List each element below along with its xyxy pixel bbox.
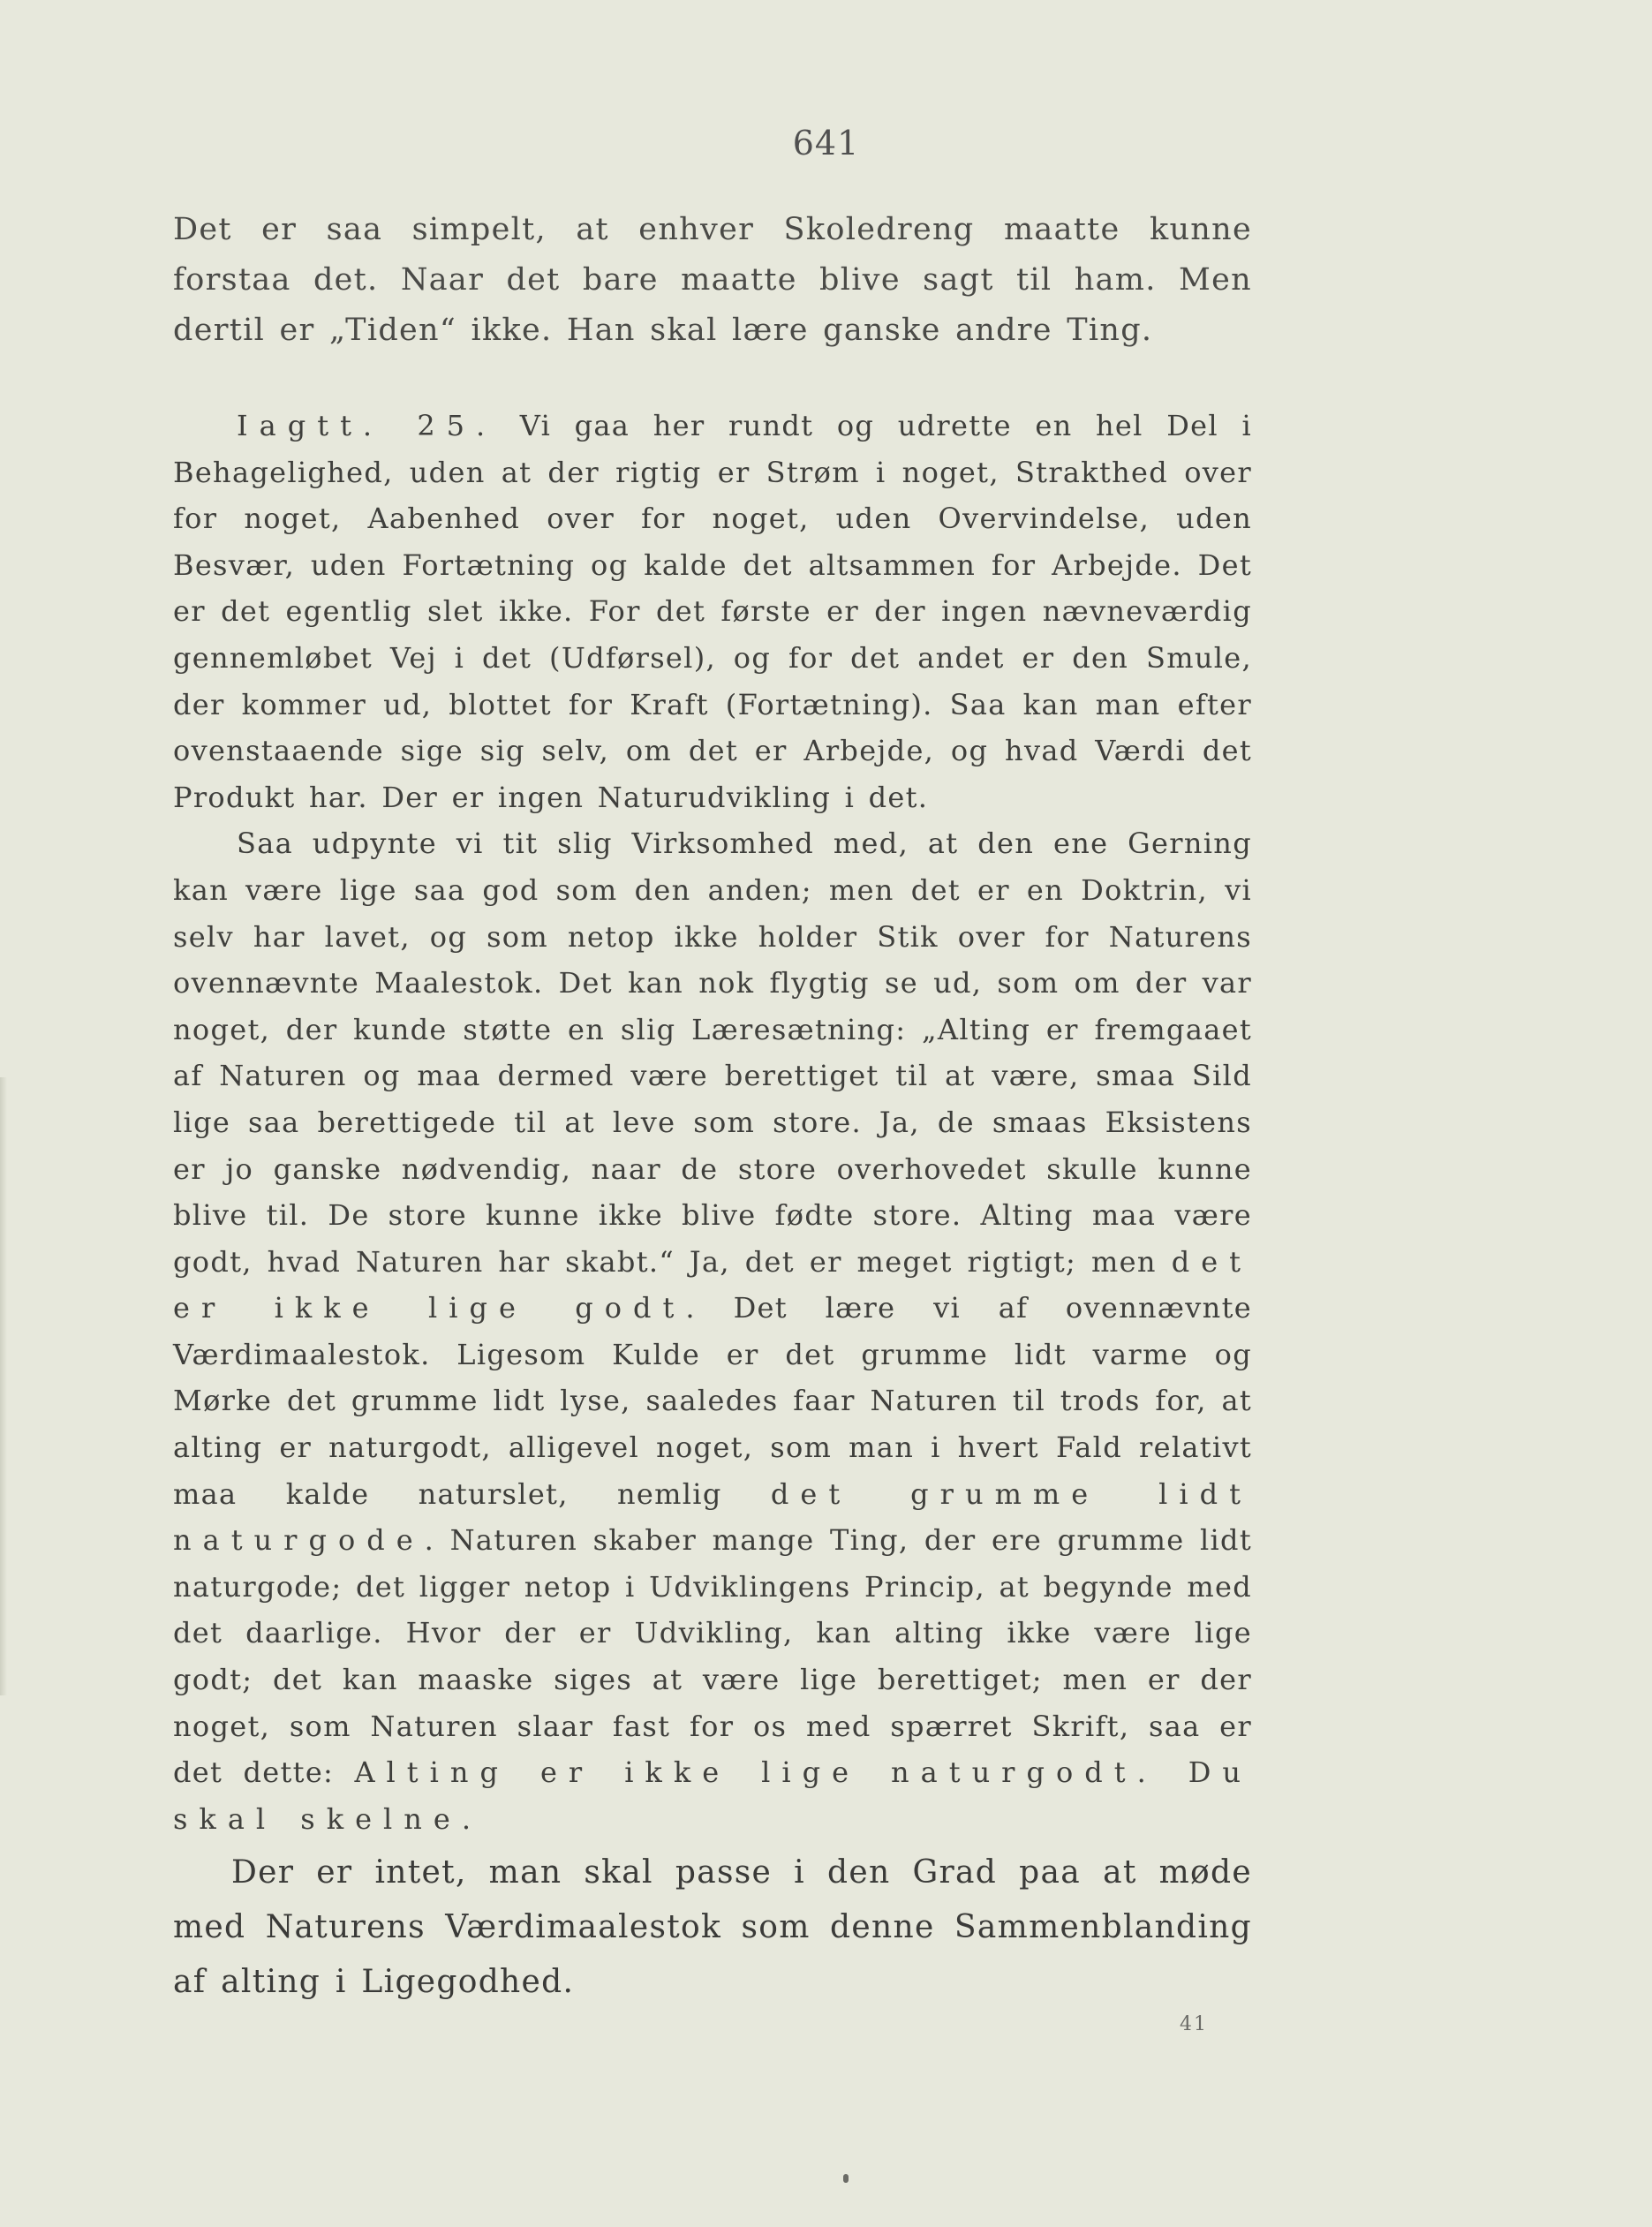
intro-section bbox=[173, 205, 1252, 356]
printer-signature-mark: 41 bbox=[1180, 2013, 1208, 2035]
discussion-paragraph bbox=[173, 820, 1252, 1842]
emphasis-little-naturally-good: det grumme lidt naturgode bbox=[173, 1476, 1252, 1558]
intro-paragraph: Det er saa simpelt, at enhver Skoledreng maatte kunne forstaa det. Naar det bare maatte blive sagt til ham. Men dertil er „Tiden“ ikke. Han skal lære ganske andre Ting. bbox=[173, 212, 1252, 348]
closing-paragraph: Der er intet, man skal passe i den Grad paa at møde med Naturens Værdimaalestok som denne Sammenblanding af alting i Ligegodhed. bbox=[173, 1854, 1252, 2000]
emphasis-distinguish: Alting er ikke lige naturgodt. Du skal skelne bbox=[173, 1755, 1252, 1836]
observation-paragraph bbox=[173, 403, 1252, 820]
discussion-text-c: . Naturen skaber mange Ting, der ere grumme lidt naturgode; det ligger netop i Udviklingens Princip, at begynde med det daarlige. Hvor der er Udvikling, kan alting ikke være lige godt; det kan maaske siges at være lige berettiget; men er der noget, som Naturen slaar fast for os med spærret Skrift, saa er det dette: bbox=[173, 1523, 1252, 1790]
discussion-text-b: . Det lære vi af ovennævnte Værdimaalestok. Ligesom Kulde er det grumme lidt varme og Mørke det grumme lidt lyse, saaledes faar Naturen til trods for, at alting er naturgodt, alligevel noget, som man i hvert Fald relativt maa kalde naturslet, nemlig bbox=[173, 1291, 1252, 1511]
page-number: 641 bbox=[792, 124, 860, 162]
page-binding-edge bbox=[0, 1077, 7, 1695]
closing-section bbox=[173, 1846, 1252, 2010]
observation-text: Vi gaa her rundt og udrette en hel Del i Behagelighed, uden at der rigtig er Strøm i noget, Strakthed over for noget, Aabenhed over for noget, uden Overvindelse, uden Besvær, uden Fortætning og kalde det altsammen for Arbejde. Det er det egentlig slet ikke. For det første er der ingen nævneværdig gennemløbet Vej i det (Udførsel), og for det andet er den Smule, der kommer ud, blottet for Kraft (Fortætning). Saa kan man efter ovenstaaende sige sig selv, om det er Arbejde, og hvad Værdi det Produkt har. Der er ingen Naturudvikling i det. bbox=[173, 409, 1252, 814]
main-section bbox=[173, 403, 1252, 1842]
emphasis-not-equally-good: det er ikke lige godt bbox=[173, 1244, 1252, 1325]
discussion-text-a: Saa udpynte vi tit slig Virksomhed med, at den ene Gerning kan være lige saa god som den anden; men det er en Doktrin, vi selv har lavet, og som netop ikke holder Stik over for Naturens ovennævnte Maalestok. Det kan nok flygtig se ud, som om der var noget, der kunde støtte en slig Læresætning: „Alting er fremgaaet af Naturen og maa dermed være berettiget til at være, smaa Sild lige saa berettigede til at leve som store. Ja, de smaas Eksistens er jo ganske nødvendig, naar de store overhovedet skulle kunne blive til. De store kunne ikke blive fødte store. Alting maa være godt, hvad Naturen har skabt.“ Ja, det er meget rigtigt; men bbox=[173, 827, 1252, 1279]
ink-speck bbox=[843, 2174, 849, 2183]
observation-label: Iagtt. 25. bbox=[237, 409, 497, 442]
discussion-end: . bbox=[461, 1801, 472, 1836]
